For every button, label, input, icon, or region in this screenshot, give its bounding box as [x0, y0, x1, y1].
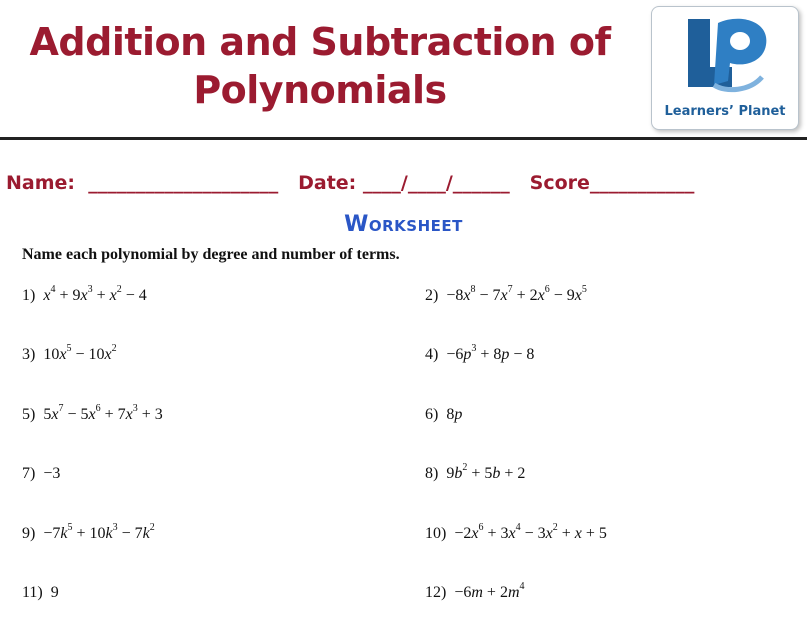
student-info-line — [6, 172, 694, 194]
problem-number: 11) — [22, 584, 43, 601]
problem-4 — [425, 343, 535, 364]
problem-11 — [22, 584, 59, 602]
logo-text: Learners’ Planet — [664, 104, 786, 119]
problem-9 — [22, 522, 155, 543]
name-label: Name: — [6, 172, 76, 194]
problem-2 — [425, 284, 587, 305]
score-blank[interactable]: ___________ — [589, 172, 695, 194]
problem-expression: $9b^2 + 5b + 2$ — [446, 462, 526, 482]
name-blank[interactable]: ____________________ — [88, 172, 279, 194]
problem-number: 2) — [425, 287, 439, 304]
problem-12 — [425, 581, 525, 602]
problem-number: 8) — [425, 465, 439, 482]
problem-expression: 9 — [50, 584, 59, 601]
problem-number: 7) — [22, 465, 36, 482]
problem-number: 9) — [22, 525, 36, 542]
problem-8 — [425, 462, 526, 483]
date-blank[interactable]: ____/____/______ — [362, 172, 510, 194]
problem-expression: 8p — [446, 406, 463, 423]
score-label: Score — [529, 172, 590, 194]
problem-number: 12) — [425, 584, 447, 601]
problem-expression: $10x^5 - 10x^2$ — [43, 343, 117, 363]
header-divider — [0, 137, 807, 140]
problem-number: 5) — [22, 406, 36, 423]
problem-number: 1) — [22, 287, 36, 304]
problem-number: 3) — [22, 346, 36, 363]
problem-10 — [425, 522, 607, 543]
problem-expression: $-2x^6 + 3x^4 - 3x^2 + x + 5$ — [454, 522, 607, 542]
page-title — [0, 18, 640, 114]
title-line-2: Polynomials — [193, 68, 447, 112]
instructions: Name each polynomial by degree and number of terms. — [22, 246, 400, 263]
problem-expression: $-6m + 2m^4$ — [454, 581, 525, 601]
problem-expression: −3 — [43, 465, 61, 482]
problem-number: 6) — [425, 406, 439, 423]
problem-7 — [22, 465, 60, 483]
problem-expression: $-7k^5 + 10k^3 - 7k^2$ — [43, 522, 155, 542]
problem-expression: $-6p^3 + 8p - 8$ — [446, 343, 535, 363]
worksheet-heading: Worksheet — [344, 212, 463, 237]
date-label: Date: — [298, 172, 357, 194]
learners-planet-logo — [651, 6, 799, 130]
problem-expression: $x^4 + 9x^3 + x^2 - 4$ — [43, 284, 147, 304]
lp-logo-icon — [680, 15, 772, 101]
problem-expression: $-8x^8 - 7x^7 + 2x^6 - 9x^5$ — [446, 284, 587, 304]
title-line-1: Addition and Subtraction of — [29, 20, 611, 64]
problem-3 — [22, 343, 117, 364]
problem-5 — [22, 403, 163, 424]
problem-expression: $5x^7 - 5x^6 + 7x^3 + 3$ — [43, 403, 163, 423]
problem-6 — [425, 406, 462, 424]
problem-1 — [22, 284, 147, 305]
problem-number: 10) — [425, 525, 447, 542]
problem-number: 4) — [425, 346, 439, 363]
